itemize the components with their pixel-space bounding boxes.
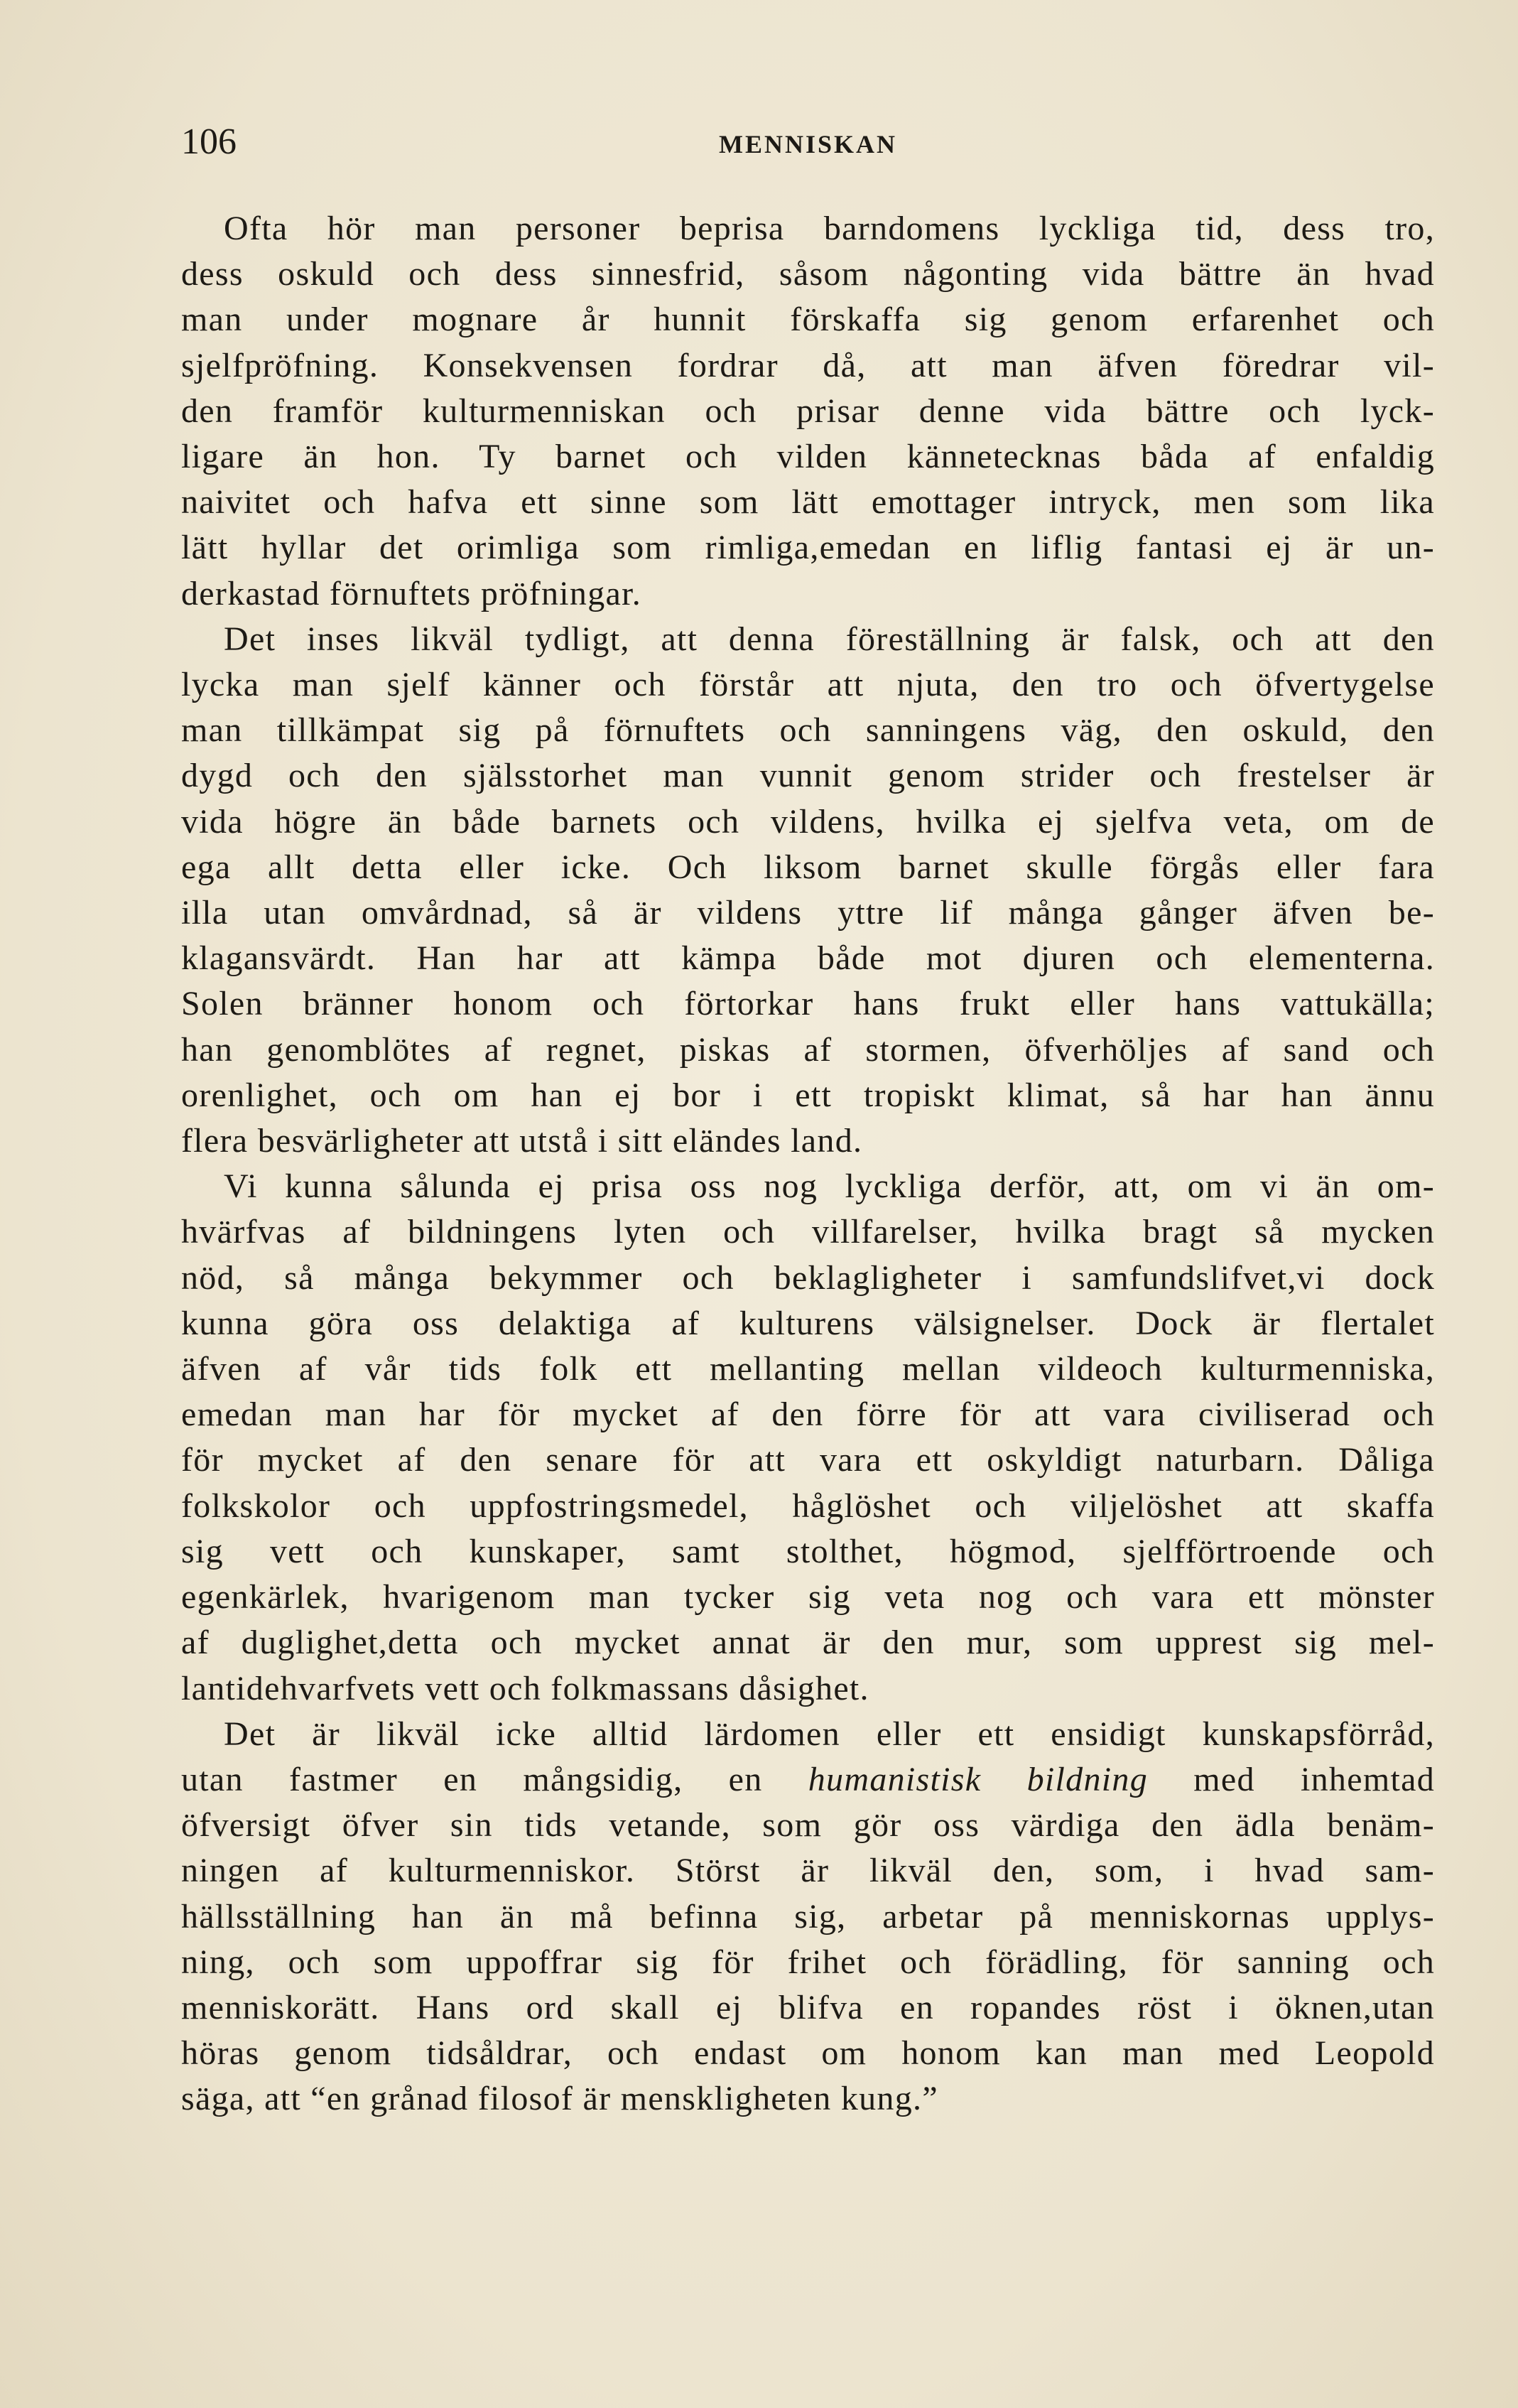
text-line: för mycket af den senare för att vara ett oskyldigt naturbarn. Dåliga — [181, 1441, 1435, 1479]
running-title: MENNISKAN — [718, 130, 897, 158]
text-line: lätt hyllar det orimliga som rimliga,emedan en liflig fantasi ej är un- — [181, 529, 1435, 567]
paragraph-4 — [181, 1712, 1435, 2122]
text-line: kunna göra oss delaktiga af kulturens välsignelser. Dock är flertalet — [181, 1304, 1435, 1342]
text-line: Det är likväl icke alltid lärdomen eller ett ensidigt kunskapsförråd, — [224, 1715, 1435, 1753]
text-line: hvärfvas af bildningens lyten och villfarelser, hvilka bragt så mycken — [181, 1213, 1435, 1251]
text-line: ningen af kulturmenniskor. Störst är likväl den, som, i hvad sam- — [181, 1852, 1435, 1890]
text-line — [181, 1757, 1435, 1803]
text-line: han genomblötes af regnet, piskas af stormen, öfverhöljes af sand och — [181, 1030, 1435, 1069]
text-line: emedan man har för mycket af den förre för att vara civiliserad och — [181, 1395, 1435, 1434]
text-line: Vi kunna sålunda ej prisa oss nog lyckliga derför, att, om vi än om- — [224, 1167, 1435, 1206]
text-line: man tillkämpat sig på förnuftets och sanningens väg, den oskuld, den — [181, 711, 1435, 750]
text-line: den framför kulturmenniskan och prisar denne vida bättre och lyck- — [181, 392, 1435, 430]
text-line: dygd och den själsstorhet man vunnit genom strider och frestelser är — [181, 757, 1435, 795]
text-line: hällsställning han än må befinna sig, arbetar på menniskornas upplys- — [181, 1897, 1435, 1935]
text-line: egenkärlek, hvarigenom man tycker sig veta nog och vara ett mönster — [181, 1578, 1435, 1616]
text-line: menniskorätt. Hans ord skall ej blifva en ropandes röst i öknen,utan — [181, 1988, 1435, 2026]
text-line: man under mognare år hunnit förskaffa sig genom erfarenhet och — [181, 301, 1435, 339]
text-line: vida högre än både barnets och vildens, hvilka ej sjelfva veta, om de — [181, 802, 1435, 841]
text-line: Ofta hör man personer beprisa barndomens lyckliga tid, dess tro, — [224, 210, 1435, 247]
paragraph-1 — [181, 206, 1435, 617]
paragraph-3 — [181, 1164, 1435, 1711]
text-line: derkastad förnuftets pröfningar. — [181, 574, 642, 612]
text-line: säga, att “en grånad filosof är menskligheten kung.” — [181, 2080, 938, 2118]
text-line: lycka man sjelf känner och förstår att njuta, den tro och öfvertygelse — [181, 666, 1435, 704]
text-line: höras genom tidsåldrar, och endast om honom kan man med Leopold — [181, 2034, 1435, 2073]
text-line: klagansvärdt. Han har att kämpa både mot djuren och elementerna. — [181, 939, 1435, 978]
text-line: af duglighet,detta och mycket annat är den mur, som upprest sig mel- — [181, 1624, 1435, 1662]
text-line: orenlighet, och om han ej bor i ett tropiskt klimat, så har han ännu — [181, 1076, 1435, 1114]
text-line: dess oskuld och dess sinnesfrid, såsom någonting vida bättre än hvad — [181, 255, 1435, 293]
text-line: illa utan omvårdnad, så är vildens yttre lif många gånger äfven be- — [181, 894, 1435, 932]
text-line: naivitet och hafva ett sinne som lätt emottager intryck, men som lika — [181, 483, 1435, 522]
text-line-segment: utan fastmer en mångsidig, en — [181, 1760, 808, 1798]
text-line: lantidehvarfvets vett och folkmassans dåsighet. — [181, 1669, 869, 1707]
text-line: flera besvärligheter att utstå i sitt eländes land. — [181, 1122, 863, 1160]
text-line: folkskolor och uppfostringsmedel, håglöshet och viljelöshet att skaffa — [181, 1486, 1435, 1525]
running-head — [181, 121, 1435, 163]
text-line: sjelfpröfning. Konsekvensen fordrar då, att man äfven föredrar vil- — [181, 346, 1435, 384]
italic-phrase: humanistisk bildning — [808, 1760, 1149, 1798]
page-number: 106 — [181, 122, 237, 162]
text-line: ligare än hon. Ty barnet och vilden kännetecknas båda af enfaldig — [181, 438, 1435, 476]
text-line: ega allt detta eller icke. Och liksom barnet skulle förgås eller fara — [181, 848, 1435, 886]
text-line: öfversigt öfver sin tids vetande, som gör oss värdiga den ädla benäm- — [181, 1806, 1435, 1845]
paragraph-2 — [181, 617, 1435, 1164]
text-line: ning, och som uppoffrar sig för frihet och förädling, för sanning och — [181, 1943, 1435, 1981]
text-line: äfven af vår tids folk ett mellanting mellan vildeoch kulturmenniska, — [181, 1350, 1435, 1388]
text-line: Solen bränner honom och förtorkar hans frukt eller hans vattukälla; — [181, 985, 1435, 1023]
text-line: Det inses likväl tydligt, att denna föreställning är falsk, och att den — [224, 620, 1435, 658]
text-line: nöd, så många bekymmer och beklagligheter i samfundslifvet,vi dock — [181, 1258, 1435, 1297]
body-text — [181, 206, 1435, 2122]
text-line-segment: med inhemtad — [1148, 1760, 1436, 1798]
text-line: sig vett och kunskaper, samt stolthet, högmod, sjelfförtroende och — [181, 1532, 1435, 1570]
